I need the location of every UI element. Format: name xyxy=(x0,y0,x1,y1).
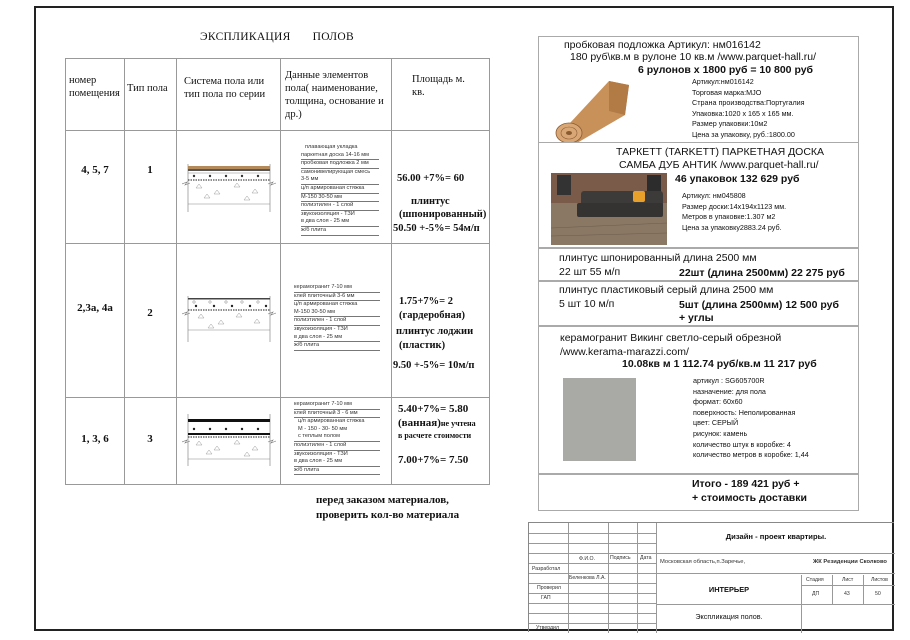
row2-type: 2 xyxy=(147,307,153,319)
row2-rooms: 2,3а, 4а xyxy=(77,302,113,314)
cork-details xyxy=(692,77,805,141)
cork-price: 180 руб\кв.м в рулоне 10 кв.м /www.parquet-hall.ru/ xyxy=(570,51,817,63)
page-title xyxy=(200,31,376,43)
detail-line: Метров в упаковке:1.307 м2 xyxy=(682,212,776,222)
layer: пробковая подложка 2 мм xyxy=(301,160,379,169)
row3-layers xyxy=(294,401,380,475)
plinth-plastic-title: плинтус пластиковый серый длина 2500 мм xyxy=(559,284,774,296)
row3-rooms: 1, 3, 6 xyxy=(81,433,109,445)
grand-total: Итого - 189 421 руб + xyxy=(692,478,800,490)
detail-line: артикул : SG605700R xyxy=(693,376,765,385)
header-area: Площадь м. кв. xyxy=(412,74,465,98)
label-gap: ГАП xyxy=(541,595,551,601)
detail-line: количество метров в коробке: 1,44 xyxy=(693,450,809,460)
parquet-interior-image xyxy=(551,173,667,245)
floor-section-diagram-1 xyxy=(182,156,282,212)
row2-layers xyxy=(294,284,380,351)
col-signature: Подпись xyxy=(610,555,631,561)
sheet-title: Экспликация полов. xyxy=(695,612,763,621)
cork-total: 6 рулонов х 1800 руб = 10 800 руб xyxy=(638,64,814,76)
row3-area: 5.40+7%= 5.80 xyxy=(398,403,469,415)
detail-line: Артикул:нм016142 xyxy=(692,77,754,86)
row3-bath-label: (ванная) xyxy=(398,417,441,429)
cork-roll-image xyxy=(551,75,631,145)
floor-explication-table xyxy=(65,58,490,485)
layer: в два слоя - 25 мм xyxy=(294,458,380,467)
layer: с теплым полом xyxy=(294,433,380,442)
title-word-1: ЭКСПЛИКАЦИЯ xyxy=(200,31,291,43)
layer: в два слоя - 25 мм xyxy=(294,334,380,343)
row1-layers xyxy=(301,144,379,236)
detail-line: Упаковка:1020 х 165 х 165 мм. xyxy=(692,108,794,118)
plinth-veneer-total: 22шт (длина 2500мм) 22 275 руб xyxy=(679,267,845,279)
label-checked: Проверил xyxy=(537,585,561,591)
detail-line: Артикул: нм045808 xyxy=(682,191,746,200)
layer: керамогранит 7-10 мм xyxy=(294,284,380,293)
detail-line: цвет: СЕРЫЙ xyxy=(693,418,739,428)
layer: клей плиточный 3 - 6 мм xyxy=(294,410,380,419)
layer: ц/п армированая стяжка xyxy=(301,185,379,194)
note-line: проверить кол-во материала xyxy=(316,509,460,521)
layer: ц/п армированная стяжка xyxy=(298,418,365,425)
parquet-details xyxy=(682,191,786,233)
detail-line: Торговая марка:MJO xyxy=(692,87,762,97)
label-approved: Утвердил xyxy=(536,625,559,631)
title-block xyxy=(528,522,894,632)
layer: полиэтилен - 1 слой xyxy=(294,317,380,326)
header-floor-elements: Данные элементов пола( наименование, толщина, основание и др.) xyxy=(285,70,384,120)
row2-area-room: (гардеробная) xyxy=(399,310,466,321)
tile-sample-image xyxy=(563,378,636,461)
floor-section-diagram-2 xyxy=(182,294,282,344)
layer: паркетная доска 14-16 мм xyxy=(301,152,379,161)
row1-rooms: 4, 5, 7 xyxy=(81,164,109,176)
floor-section-diagram-3 xyxy=(182,412,282,468)
layer: керамогранит 7-10 мм xyxy=(294,401,380,410)
layer: плавающая укладка xyxy=(305,144,358,150)
row1-plinth-type: (шпонированный) xyxy=(399,209,487,220)
row2-plinth-label: плинтус лоджии xyxy=(396,326,474,337)
layer: ж/б плита xyxy=(301,227,379,236)
plinth-plastic-corners: + углы xyxy=(679,312,714,324)
row2-area: 1.75+7%= 2 xyxy=(399,296,453,307)
layer: М-150 30-50 мм xyxy=(294,309,380,318)
plinth-plastic-total: 5шт (длина 2500мм) 12 500 руб xyxy=(679,299,839,311)
layer: М - 150 - 30- 50 мм xyxy=(298,425,348,432)
parquet-total: 46 упаковок 132 629 руб xyxy=(675,173,800,185)
project-title: Дизайн - проект квартиры. xyxy=(725,532,827,541)
detail-line: Цена за упаковку, руб.:1800.00 xyxy=(692,129,795,139)
layer: ж/б плита xyxy=(294,342,380,351)
layer: звукоизоляция - ТЗИ xyxy=(301,210,355,217)
detail-line: Страна производства:Португалия xyxy=(692,98,805,108)
row1-type: 1 xyxy=(147,164,153,176)
plinth-veneer-title: плинтус шпонированный длина 2500 мм xyxy=(559,252,757,264)
detail-line: Размер доски:14х194х1123 мм. xyxy=(682,201,787,211)
parquet-subtitle: САМБА ДУБ АНТИК /www.parquet-hall.ru/ xyxy=(619,159,819,171)
row1-area: 56.00 +7%= 60 xyxy=(397,173,465,184)
title-word-2: ПОЛОВ xyxy=(312,31,354,43)
tile-link: /www.kerama-marazzi.com/ xyxy=(560,346,689,358)
product-card-tile xyxy=(538,326,859,474)
layer: в два слоя - 25 мм xyxy=(301,218,379,227)
row3-not-included: не учтена xyxy=(440,419,476,428)
sheet-number: 43 xyxy=(844,591,850,597)
product-card-cork xyxy=(538,36,859,143)
layer: полиэтилен - 1 слой xyxy=(301,202,379,211)
section-name: ИНТЕРЬЕР xyxy=(708,585,750,594)
layer: ж/б плита xyxy=(294,467,380,476)
col-fio: Ф.И.О. xyxy=(579,556,596,562)
delivery-note: + стоимость доставки xyxy=(692,492,807,504)
layer: клей плиточный 3-6 мм xyxy=(294,293,380,302)
sheet-label: Лист xyxy=(842,577,854,583)
cork-title: пробковая подложка Артикул: нм016142 xyxy=(564,39,761,51)
row3-area-2: 7.00+7%= 7.50 xyxy=(398,454,469,466)
note-line: перед заказом материалов, xyxy=(316,494,449,506)
product-card-plinth-plastic xyxy=(538,281,859,326)
layer: звукоизоляция - ТЗИ xyxy=(294,325,348,332)
order-note xyxy=(316,493,459,523)
parquet-title: ТАРКЕТТ (TARKETT) ПАРКЕТНАЯ ДОСКА xyxy=(616,146,825,158)
layer: самонивелирующая смесь xyxy=(301,168,371,175)
product-card-parquet xyxy=(538,142,859,248)
grand-total-card xyxy=(538,474,859,511)
layer: ц/п армированая стяжка xyxy=(294,301,358,308)
detail-line: количество штук в коробке: 4 xyxy=(693,439,791,449)
layer: полиэтилен - 1 слой xyxy=(294,442,380,451)
layer: М-150 30-50 мм xyxy=(301,194,379,203)
plinth-veneer-qty: 22 шт 55 м/п xyxy=(559,266,621,278)
detail-line: рисунок: камень xyxy=(693,428,748,438)
row2-plinth-length: 9.50 +-5%= 10м/п xyxy=(393,360,475,371)
col-date: Дата xyxy=(640,555,652,561)
row3-type: 3 xyxy=(147,433,153,445)
detail-line: поверхность: Неполированная xyxy=(693,407,796,417)
plinth-plastic-qty: 5 шт 10 м/п xyxy=(559,298,615,310)
layer: 3-5 мм xyxy=(301,176,379,185)
product-card-plinth-veneer xyxy=(538,248,859,281)
detail-line: Размер упаковки:10м2 xyxy=(692,119,768,129)
detail-line: назначение: для пола xyxy=(693,386,766,396)
tile-title: керамогранит Викинг светло-серый обрезной xyxy=(560,332,782,344)
developer-name: Беленкова Л.А. xyxy=(569,575,606,581)
residential-complex: ЖК Резиденции Сколково xyxy=(813,559,887,565)
stage-value: ДП xyxy=(812,591,820,597)
project-address: Московская область,п.Заречье, xyxy=(660,559,746,565)
tile-total: 10.08кв м 1 112.74 руб/кв.м 11 217 руб xyxy=(622,358,817,370)
header-room-number: номер помещения xyxy=(69,75,120,99)
sheets-label: Листов xyxy=(871,577,888,583)
detail-line: Цена за упаковку2883.24 руб. xyxy=(682,222,782,232)
row1-plinth-length: 50.50 +-5%= 54м/п xyxy=(393,223,480,234)
header-floor-type: Тип пола xyxy=(127,83,168,94)
tile-details xyxy=(693,376,809,461)
row1-plinth-label: плинтус xyxy=(411,196,450,207)
label-developed: Разработал xyxy=(532,566,561,572)
row3-cost-note: в расчете стоимости xyxy=(398,431,472,440)
stage-label: Стадия xyxy=(806,577,824,583)
row2-plinth-type: (пластик) xyxy=(399,340,446,351)
layer: звукоизоляция - ТЗИ xyxy=(294,450,348,457)
sheets-total: 50 xyxy=(875,591,881,597)
detail-line: формат: 60х60 xyxy=(693,397,743,407)
header-floor-system: Система пола или тип пола по серии xyxy=(184,76,266,100)
